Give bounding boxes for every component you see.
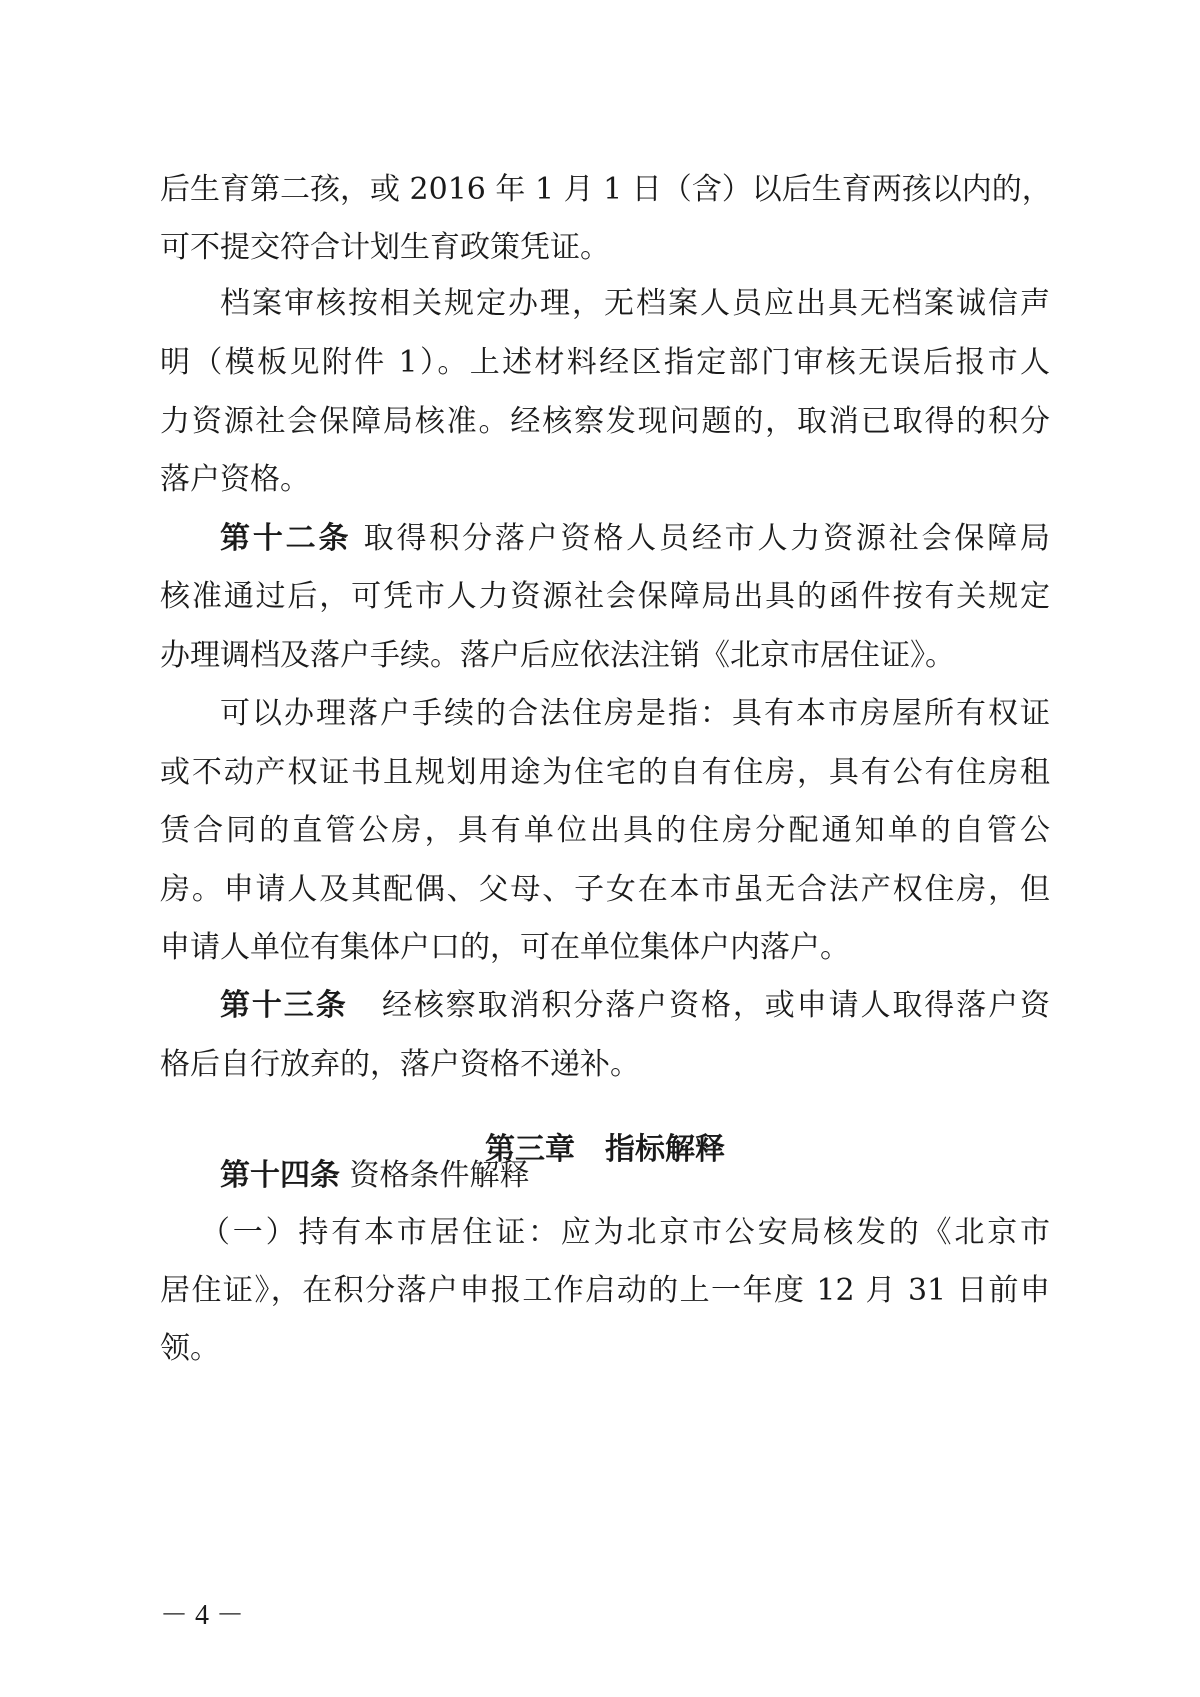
item-first-line: （一）持有本市居住证：应为北京市公安局核发的《北京市 [200, 1215, 1050, 1250]
article-label: 第十三条 [220, 988, 348, 1023]
body-line: 申请人单位有集体户口的，可在单位集体户内落户。 [160, 930, 850, 965]
article-12-first-line [220, 519, 1050, 559]
article-text: 取得积分落户资格人员经市人力资源社会保障局 [363, 521, 1051, 556]
paragraph-first-line: 可以办理落户手续的合法住房是指：具有本市房屋所有权证 [220, 696, 1050, 731]
body-line: 或不动产权证书且规划用途为住宅的自有住房，具有公有住房租 [160, 755, 1050, 790]
body-line: 赁合同的直管公房，具有单位出具的住房分配通知单的自管公 [160, 813, 1050, 848]
article-label: 第十二条 [220, 521, 352, 556]
body-line: 居住证》，在积分落户申报工作启动的上一年度 12 月 31 日前申 [160, 1273, 1050, 1308]
article-14-first-line [220, 1156, 1050, 1196]
body-line: 核准通过后，可凭市人力资源社会保障局出具的函件按有关规定 [160, 579, 1050, 614]
article-text: 经核察取消积分落户资格，或申请人取得落户资 [381, 988, 1051, 1023]
body-line: 办理调档及落户手续。落户后应依法注销《北京市居住证》。 [160, 638, 955, 673]
body-line: 力资源社会保障局核准。经核察发现问题的，取消已取得的积分 [160, 404, 1050, 439]
article-label: 第十四条 [220, 1158, 340, 1193]
page-number: － 4 － [160, 1600, 245, 1631]
body-line: 后生育第二孩，或 2016 年 1 月 1 日（含）以后生育两孩以内的， [160, 172, 1052, 207]
body-line: 领。 [160, 1331, 220, 1366]
chapter-heading: 第三章 指标解释 [485, 1132, 725, 1167]
body-line: 格后自行放弃的，落户资格不递补。 [160, 1047, 640, 1082]
article-text: 资格条件解释 [349, 1158, 530, 1193]
body-line: 可不提交符合计划生育政策凭证。 [160, 230, 610, 265]
paragraph-first-line: 档案审核按相关规定办理，无档案人员应出具无档案诚信声 [220, 286, 1050, 321]
body-line: 房。申请人及其配偶、父母、子女在本市虽无合法产权住房，但 [160, 872, 1050, 907]
article-13-first-line [220, 986, 1050, 1026]
body-line: 落户资格。 [160, 462, 310, 497]
body-line: 明（模板见附件 1）。上述材料经区指定部门审核无误后报市人 [160, 345, 1050, 380]
